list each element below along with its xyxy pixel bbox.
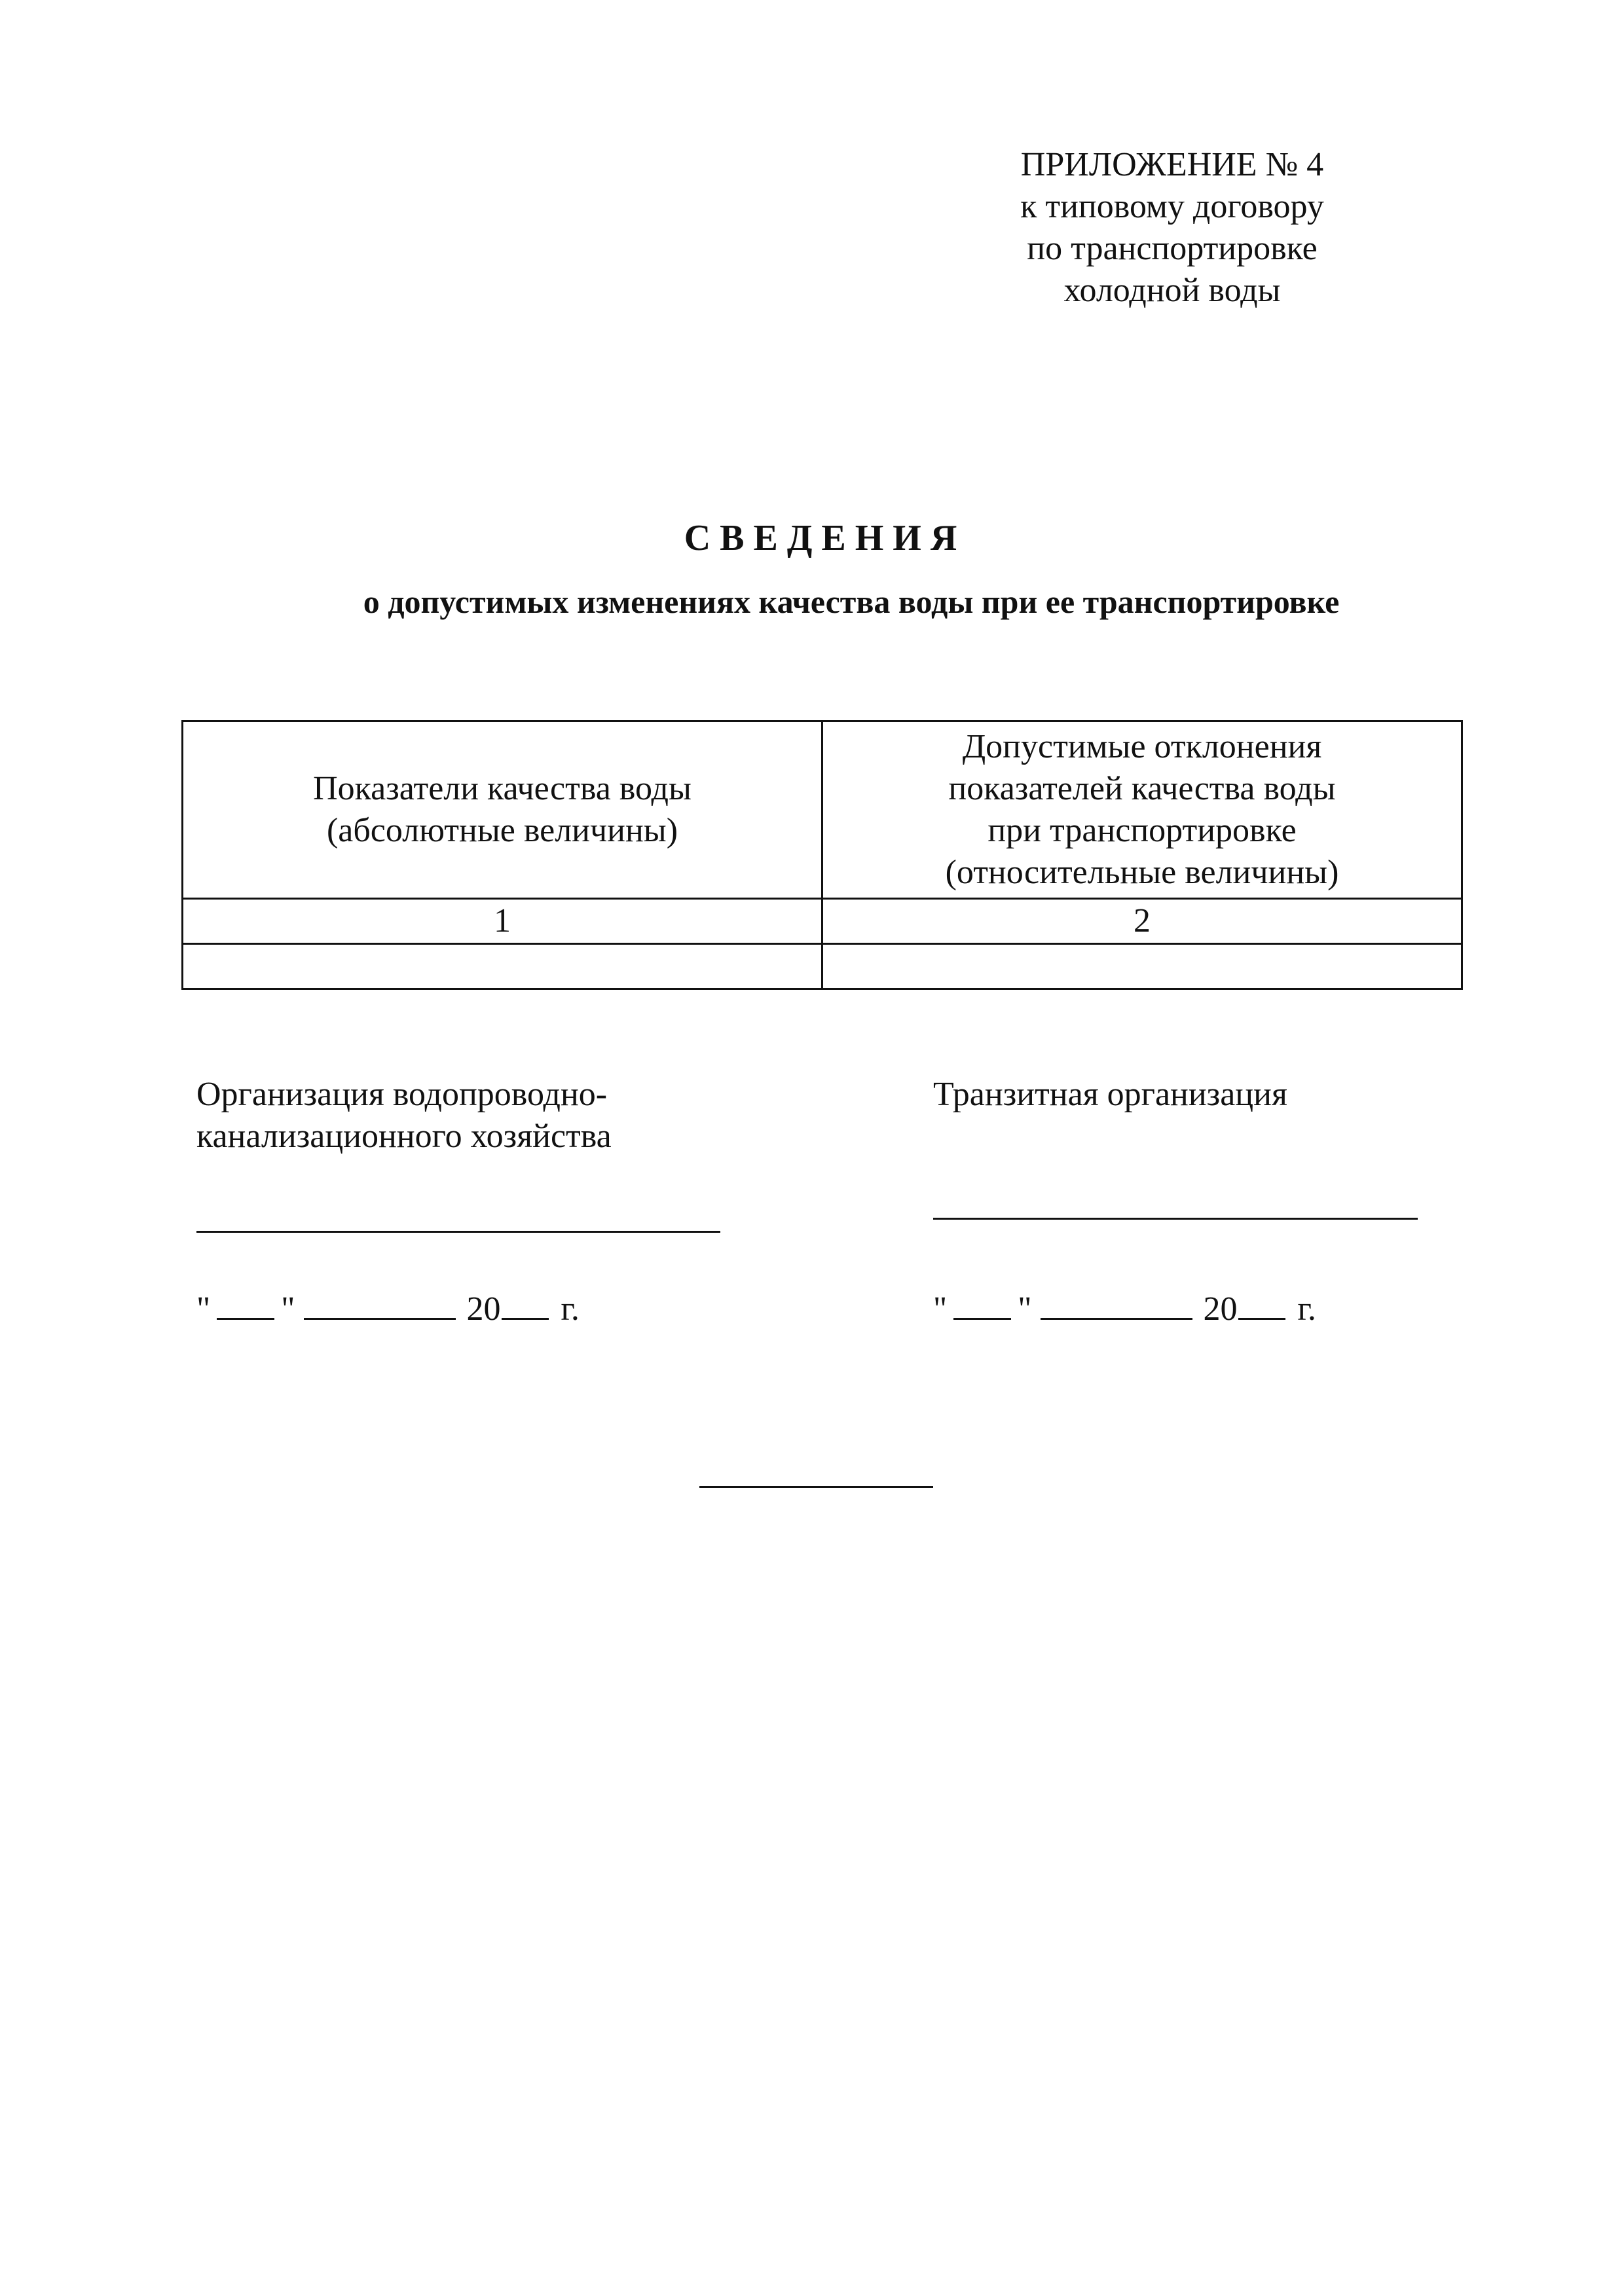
signature-block-right xyxy=(933,1074,1522,1328)
day-blank[interactable] xyxy=(217,1286,274,1320)
year-suffix: г. xyxy=(1297,1290,1316,1328)
quote-mark: " xyxy=(196,1290,211,1328)
signature-line[interactable] xyxy=(933,1218,1418,1220)
year-blank[interactable] xyxy=(1238,1286,1285,1320)
signature-label: Транзитная организация xyxy=(933,1076,1287,1113)
document-title: СВЕДЕНИЯ xyxy=(684,518,967,558)
header-text: (абсолютные величины) xyxy=(326,812,678,849)
column-number: 2 xyxy=(822,899,1462,944)
quality-table xyxy=(181,720,1463,990)
quote-mark: " xyxy=(933,1290,948,1328)
year-suffix: г. xyxy=(561,1290,580,1328)
year-prefix: 20 xyxy=(1203,1290,1238,1328)
appendix-number: ПРИЛОЖЕНИЕ № 4 xyxy=(1020,146,1324,183)
column-number: 1 xyxy=(183,899,822,944)
month-blank[interactable] xyxy=(304,1286,456,1320)
signature-label: канализационного хозяйства xyxy=(196,1118,612,1155)
signature-line[interactable] xyxy=(196,1231,720,1233)
footer-divider xyxy=(699,1486,933,1488)
appendix-line: холодной воды xyxy=(1063,272,1281,309)
header-text: Показатели качества воды xyxy=(313,770,692,807)
appendix-line: по транспортировке xyxy=(1027,230,1318,267)
signature-block-left xyxy=(196,1074,786,1328)
table-cell[interactable] xyxy=(183,944,822,989)
header-cell-deviations xyxy=(822,721,1462,899)
header-cell-indicators xyxy=(183,721,822,899)
signature-label: Организация водопроводно- xyxy=(196,1076,608,1113)
header-text: (относительные величины) xyxy=(945,854,1339,891)
table-cell[interactable] xyxy=(822,944,1462,989)
table-number-row xyxy=(183,899,1462,944)
document-subtitle: о допустимых изменениях качества воды при ее транспортировке xyxy=(363,583,1340,620)
month-blank[interactable] xyxy=(1041,1286,1192,1320)
appendix-line: к типовому договору xyxy=(1020,188,1324,225)
table-row xyxy=(183,944,1462,989)
year-blank[interactable] xyxy=(502,1286,549,1320)
date-field xyxy=(933,1286,1316,1330)
appendix-header xyxy=(943,144,1401,312)
header-text: при транспортировке xyxy=(987,812,1297,849)
year-prefix: 20 xyxy=(466,1290,501,1328)
day-blank[interactable] xyxy=(953,1286,1011,1320)
header-text: Допустимые отклонения xyxy=(962,728,1322,765)
table-header-row xyxy=(183,721,1462,899)
quote-mark: " xyxy=(1018,1290,1032,1328)
date-field xyxy=(196,1286,580,1330)
quote-mark: " xyxy=(281,1290,295,1328)
header-text: показателей качества воды xyxy=(948,770,1336,807)
